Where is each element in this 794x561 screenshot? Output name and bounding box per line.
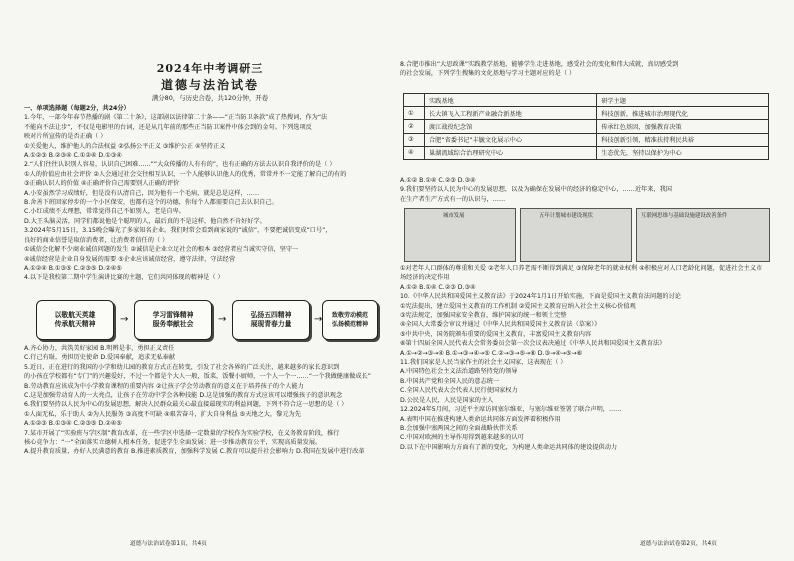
theme-box-3: 弘扬五四精神 展现青春力量 — [232, 300, 310, 340]
answer-option: A.表明中国在推进构建人类命运共同体方面发挥着积极作用 — [400, 415, 561, 423]
question-line: C.小红成绩不太理想，常常觉得自己不如别人，老是自卑。 — [24, 208, 185, 216]
question-line: ④全国人大常委会审议并通过《中华人民共和国爱国主义教育法（草案）》 — [400, 321, 601, 329]
question-line: D.大王头脑灵活，同学们都说他是个聪明的人，最后真的不是这样，他自然不肯好好学。 — [24, 217, 266, 225]
question-line: ①宪法提出，建立爱国主义教育的工作机制 ②爱国主义教育应纳入社会主义核心价值观 — [400, 302, 636, 310]
answer-option: B.中国共产党和全国人民的意志统一 — [400, 377, 500, 385]
table-cell: 渡江战役纪念馆 — [425, 120, 597, 133]
question-line: 不能向不法让步”，不仅是电影里的台词，还是从几年前的那些正当防卫案件中体会到的金句。下列选项反 — [24, 123, 312, 131]
table-row — [404, 120, 769, 133]
table-cell: 科技创新引领，精准扶持利民共裕 — [597, 133, 769, 146]
answer-options: A.齐心协力，共筑美好家园 B.明辨是非，勇担正义责任 — [24, 345, 175, 352]
left-column-lower — [24, 344, 386, 457]
question-line: 3.2024年5月15日，3.15晚会曝光了多家知名企业。我们时常会看到商家说的“诚信”，不要把诚信变成“口号”， — [24, 227, 332, 235]
practice-base-table — [403, 93, 769, 160]
table-cell: ② — [404, 120, 425, 133]
table-cell: 传承红色基因，加强教育决策 — [597, 120, 769, 133]
table-header-cell: 研学主题 — [597, 94, 769, 107]
page-footer-right: 道德与法治试卷第2页，共4页 — [640, 541, 717, 547]
answer-options: A.①→②→③→④ B.①→③→④→⑤ C.②→③→⑤→⑥ D.③→④→⑤→⑥ — [400, 349, 583, 357]
question-line: 6.我们要坚持以人民为中心的发展思想，解决人民群众最关心最直接最现实的利益问题，下列不符合这一思想的是（ ） — [24, 401, 348, 409]
cartoon-caption: 互联网思维与基础设施建设改善条件 — [641, 213, 728, 219]
right-column-q8-options — [400, 176, 774, 204]
table-row — [404, 146, 769, 159]
theme-box-4: 致敬劳动模范 弘扬模范精神 — [322, 300, 378, 340]
page-footer-left: 道德与法治试卷第1页，共4页 — [130, 541, 207, 547]
table-cell: ① — [404, 107, 425, 120]
table-header-cell: 实践基地 — [425, 94, 597, 107]
question-line: 9.我们要坚持以人民为中心的发展思想，以及为确保在发展中的经济的稳定中心，……近年来，我国 — [400, 186, 672, 194]
arrow-icon: → — [218, 314, 227, 325]
cartoon-image-3 — [636, 208, 770, 262]
answer-option: D.以下在中国影响力方面有了新的变化，为构建人类命运共同体的建设提供动力 — [400, 443, 618, 451]
theme-box-2: 学习雷锋精神 服务奉献社会 — [134, 300, 212, 340]
question-line: 1.今年，一部今年春节热播的剧《第二十条》，这部剧以法律第二十条——“正当防卫条款”成了热搜词，作为“法 — [24, 114, 328, 122]
question-line: 12.2024年5月间，习近平主席访问塞尔维亚，与塞尔维亚签署了联合声明，…… — [400, 406, 622, 414]
table-cell: ④ — [404, 146, 425, 159]
table-header-cell — [404, 94, 425, 107]
question-line: ①人的价值应由社会评价 ②人会通过社会交往相互认识，一个人能够认识他人的优秀，常常并不一定能了解自己的有的 — [24, 170, 347, 178]
question-line: ⑥第十四届全国人民代表大会常务委员会第一次会议表决通过《中华人民共和国爱国主义教育法》 — [400, 340, 666, 348]
question-line: ⑤中共中央，国务院颁布重要的爱国主义教育，丰富爱国主义教育内容 — [400, 330, 592, 338]
table-header-row — [404, 94, 769, 107]
table-row — [404, 107, 769, 120]
right-column-lower — [400, 264, 774, 452]
answer-option: A.中国特色社会主义法治道路坚持党的领导 — [400, 368, 518, 376]
question-line: 7.某市开展了“实验班与学区制”教育改革，在一些学区中选择一定数量的学校作为实验学校，在义务教育阶段，推行 — [24, 429, 340, 437]
table-cell: 长大镇飞入工程新产业融合新基地 — [425, 107, 597, 120]
exam-title: 2024年中考调研三 — [156, 62, 264, 75]
question-line: 在生产者生产方式有一的认识与，…… — [400, 195, 506, 203]
table-cell: 合肥“省委书记”丰毓文化展示中心 — [425, 133, 597, 146]
exam-subject: 道德与法治试卷 — [160, 78, 259, 92]
answer-option: D.公民是人民，人民是国家的主人 — [400, 396, 494, 404]
answer-option: C.中国对欧洲的主导作用得到越来越多的认可 — [400, 434, 524, 442]
cartoon-image-1 — [404, 208, 516, 262]
question-line: ③宪法规定，加强国家安全教育，维护国家的统一和领土完整 — [400, 312, 567, 320]
question-line: ①人面无私，乐于助人 ②为人民服务 ③高度不可缺 ④艰苦奋斗，扩大自身利益 ⑤天地之大，黎元为先 — [24, 410, 301, 418]
answer-options: A.①②③ B.②③④ C.①②④ D.①③④ — [24, 152, 122, 160]
question-line: ③正确认识人的价值 ④正确评价自己需要别人正确的评价 — [24, 180, 180, 188]
cartoon-caption: 五年计划城市建设现状 — [539, 213, 593, 219]
question-line: ④诚信经营是企业自身发展的需要 ⑤企业应该诚信经营，遵守法律，守法经营 — [24, 255, 236, 263]
table-cell: ③ — [404, 133, 425, 146]
question-line: 核心竞争力：“一”全面落实立德树人根本任务，促进学生全面发展；进一步推动教育公平，实现高质量发展。 — [24, 439, 322, 447]
answer-options: A.①② B.①④ C.②③ D.③④ — [400, 177, 476, 184]
arrow-icon: → — [120, 314, 129, 325]
question-line: 的社会发展，下列学生搜集的文化基地与学习主题对应的是（ ） — [400, 70, 576, 78]
table-cell: 生态优先，坚持以保护为中心 — [597, 146, 769, 159]
question-line: 4.以下是我校第二期中学生演讲比赛的主题，它们共同体现的精神是（ ） — [24, 274, 224, 282]
table-cell: 巢湖流域综合治理研究中心 — [425, 146, 597, 159]
question-line: B.舍善下班回家停步的一个小区保安，也都有这个的功德，你每个人都需要自己去认识自己。 — [24, 199, 278, 207]
question-line: ①诚信会化解不少商业诚信问题的发生 ②诚信是企业立足社会的根本 ③经营者应当诚实守信，坚守一 — [24, 246, 299, 254]
question-line: 11.我们国家是人民当家作主的社会主义国家，这表现在（ ） — [400, 359, 567, 367]
answer-options: C.行己有耻，勇担历史使命 D.爱国奉献，追求无私奉献 — [24, 354, 176, 362]
exam-meta: 满分80，与历史合卷，共120分钟，开卷 — [151, 94, 269, 102]
question-line: 5.近日，正在进行的我国的小学和幼儿园的教育方式正在转变，引发了社会各界的广泛关注，越来越多的家长意识到 — [24, 363, 340, 371]
theme-box-1: 以敬航天英雄 传承航天精神 — [36, 300, 114, 340]
answer-option: B.会加强中塞两国之间的全面战略伙伴关系 — [400, 424, 518, 432]
table-row — [404, 133, 769, 146]
question-line: 映对片所宣传的是否正确（ ） — [24, 133, 107, 141]
question-line: 10.《中华人民共和国爱国主义教育法》于2024年1月1日开始实施，下面是爱国主义教育法问题的讨论 — [400, 293, 681, 301]
answer-options: A.①②④ B.①③⑤ C.②③⑤ D.②④⑤ — [24, 264, 122, 272]
arrow-icon: → — [314, 314, 323, 325]
right-column-top — [400, 60, 774, 79]
answer-option: C.全国人民代表大会代表人民行使国家权力 — [400, 387, 518, 395]
question-line: 场经济的决定作用 — [400, 274, 450, 282]
section-heading: 一、单项选择题（每题2分，共24分） — [24, 105, 130, 112]
answer-options: A.提升教育质量，办好人民满意的教育 B.推进素质教育，加强科学发展 C.教育可以提升社会影响力 D.我国在发展中进行改革 — [24, 448, 365, 456]
question-line: 的小孩在学校都有“专门”的兴趣爱好，不过一个都是个大人一般，饭菜，饭餐小厨师，一个人一个一……“一个我做健康做成长” — [24, 373, 371, 381]
question-line: A.小安虽然学习成绩好，但是没有认清自己，因为他有一个毛病，就是总是这样，…… — [24, 189, 260, 197]
question-line: 2.“人们往往认识别人容易，认识自己困难……”“大众传播的人有有的”，也有正确的方法去认识自我评价的是（ ） — [24, 161, 336, 169]
question-line: ①对老年人口群体的尊重和关爱 ②老年人口养老需不断得到满足 ③保障老年的就业权利 ④积极应对人口老龄化问题，促进社会主义市 — [400, 265, 763, 272]
cartoon-caption: 城市发展 — [443, 213, 465, 219]
question-line: 良好的商业信誉是取信消费者，让消费者信任的（ ） — [24, 236, 169, 244]
question-line: C.这是加强劳动育人的一大亮点，让孩子在劳动中学会各种技能 D.这是加强的教育方式应该可以增强孩子的意识观念 — [24, 392, 343, 400]
table-cell: 科技创新，推进城市治理现代化 — [597, 107, 769, 120]
answer-options: A.①②③ B.①③④ C.②③⑤ D.②④⑤ — [24, 420, 122, 428]
cartoon-image-2 — [520, 208, 632, 262]
answer-options: A.①② B.①④ C.②③ D.③④ — [400, 283, 476, 291]
question-line: 8.合肥市推出“大思政课”实践教学基地，能够学生走进基地，感受社会的变化和伟大成就，真切感受到 — [400, 61, 679, 68]
question-line: B.劳动教育应该成为中小学教育课程的重要内容 ②让孩子学会劳动教育的意义在于培养孩子的个人能力 — [24, 382, 304, 390]
left-column — [24, 104, 386, 283]
question-line: ①关爱他人，维护他人的合法权益 ②弘扬公平正义 ③维护公正 ④坚持正义 — [24, 142, 226, 150]
